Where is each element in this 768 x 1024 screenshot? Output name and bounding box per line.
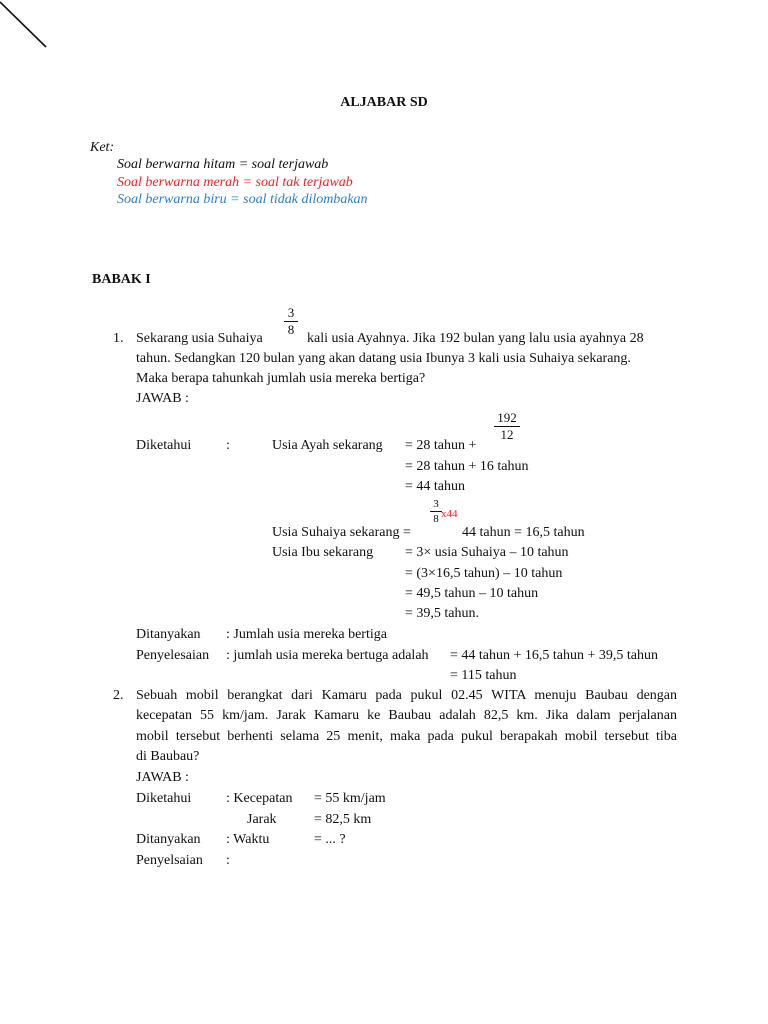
- q1-suhaiya-label: Usia Suhaiya sekarang =: [272, 525, 411, 540]
- q2-waktu-value: = ... ?: [314, 832, 346, 847]
- q2-kecepatan-label: : Kecepatan: [226, 791, 293, 806]
- q1-penyelesaian-eq2: = 115 tahun: [450, 668, 517, 683]
- q1-ayah-eq2: = 28 tahun + 16 tahun: [405, 459, 529, 474]
- q1-jawab: JAWAB :: [136, 391, 189, 406]
- q1-ayah-frac-num: 192: [497, 410, 517, 425]
- q1-ayah-eq3: = 44 tahun: [405, 479, 465, 494]
- q2-waktu-label: : Waktu: [226, 832, 270, 847]
- legend-black: Soal berwarna hitam = soal terjawab: [117, 157, 329, 172]
- q1-ayah-frac-den: 12: [500, 427, 514, 442]
- q1-number: 1.: [113, 331, 124, 346]
- q2-line4: di Baubau?: [136, 749, 200, 764]
- q1-line1b: kali usia Ayahnya. Jika 192 bulan yang lalu usia ayahnya 28: [307, 331, 644, 346]
- legend-heading: Ket:: [90, 140, 115, 155]
- corner-diagonal-line: [0, 0, 60, 60]
- q2-line3: mobil tersebut berhenti selama 25 menit, maka pada pukul berapakah mobil tersebut tiba: [136, 729, 677, 744]
- q1-penyelesaian-eq1: = 44 tahun + 16,5 tahun + 39,5 tahun: [450, 648, 658, 663]
- q1-frac-den: 8: [287, 322, 295, 337]
- q2-penyelesaian-value: :: [226, 853, 230, 868]
- q1-diketahui-colon: :: [226, 438, 230, 453]
- q1-suhaiya-note: x44: [441, 508, 458, 520]
- q2-penyelesaian-label: Penyelsaian: [136, 853, 203, 868]
- legend-red: Soal berwarna merah = soal tak terjawab: [117, 175, 353, 190]
- q1-line1a: Sekarang usia Suhaiya: [136, 331, 263, 346]
- q2-jawab: JAWAB :: [136, 770, 189, 785]
- q1-suhaiya-value: 44 tahun = 16,5 tahun: [462, 525, 585, 540]
- q2-ditanyakan-label: Ditanyakan: [136, 832, 201, 847]
- q2-number: 2.: [113, 688, 124, 703]
- q1-ditanyakan-value: : Jumlah usia mereka bertiga: [226, 627, 387, 642]
- q1-line2: tahun. Sedangkan 120 bulan yang akan datang usia Ibunya 3 kali usia Suhaiya sekarang.: [136, 351, 631, 366]
- q1-suhaiya-frac-den: 8: [433, 513, 439, 525]
- q1-ditanyakan-label: Ditanyakan: [136, 627, 201, 642]
- q1-ibu-eq4: = 39,5 tahun.: [405, 606, 479, 621]
- q2-line1: Sebuah mobil berangkat dari Kamaru pada pukul 02.45 WITA menuju Baubau dengan: [136, 688, 677, 703]
- q1-penyelesaian-label: Penyelesaian: [136, 648, 210, 663]
- page-title: ALJABAR SD: [340, 95, 428, 110]
- q1-ibu-eq1: = 3× usia Suhaiya – 10 tahun: [405, 545, 569, 560]
- q1-ayah-fraction: [494, 411, 520, 442]
- q2-diketahui-label: Diketahui: [136, 791, 192, 806]
- q1-ibu-eq2: = (3×16,5 tahun) – 10 tahun: [405, 566, 563, 581]
- q2-jarak-value: = 82,5 km: [314, 812, 372, 827]
- q1-ibu-eq3: = 49,5 tahun – 10 tahun: [405, 586, 539, 601]
- q1-ayah-label: Usia Ayah sekarang: [272, 438, 383, 453]
- q1-penyelesaian-value: : jumlah usia mereka bertuga adalah: [226, 648, 429, 663]
- legend-blue: Soal berwarna biru = soal tidak dilombakan: [117, 192, 368, 207]
- q1-fraction: [284, 306, 298, 337]
- q2-kecepatan-value: = 55 km/jam: [314, 791, 386, 806]
- q1-suhaiya-frac-num: 3: [433, 498, 439, 510]
- q2-jarak-label: Jarak: [247, 812, 277, 827]
- q1-line3: Maka berapa tahunkah jumlah usia mereka bertiga?: [136, 371, 426, 386]
- q1-diketahui-label: Diketahui: [136, 438, 192, 453]
- q1-ibu-label: Usia Ibu sekarang: [272, 545, 374, 560]
- q1-frac-num: 3: [287, 305, 295, 320]
- section-title: BABAK I: [92, 272, 151, 287]
- q1-ayah-eq1: = 28 tahun +: [405, 438, 477, 453]
- q2-line2: kecepatan 55 km/jam. Jarak Kamaru ke Baubau adalah 82,5 km. Jika dalam perjalanan: [136, 708, 677, 723]
